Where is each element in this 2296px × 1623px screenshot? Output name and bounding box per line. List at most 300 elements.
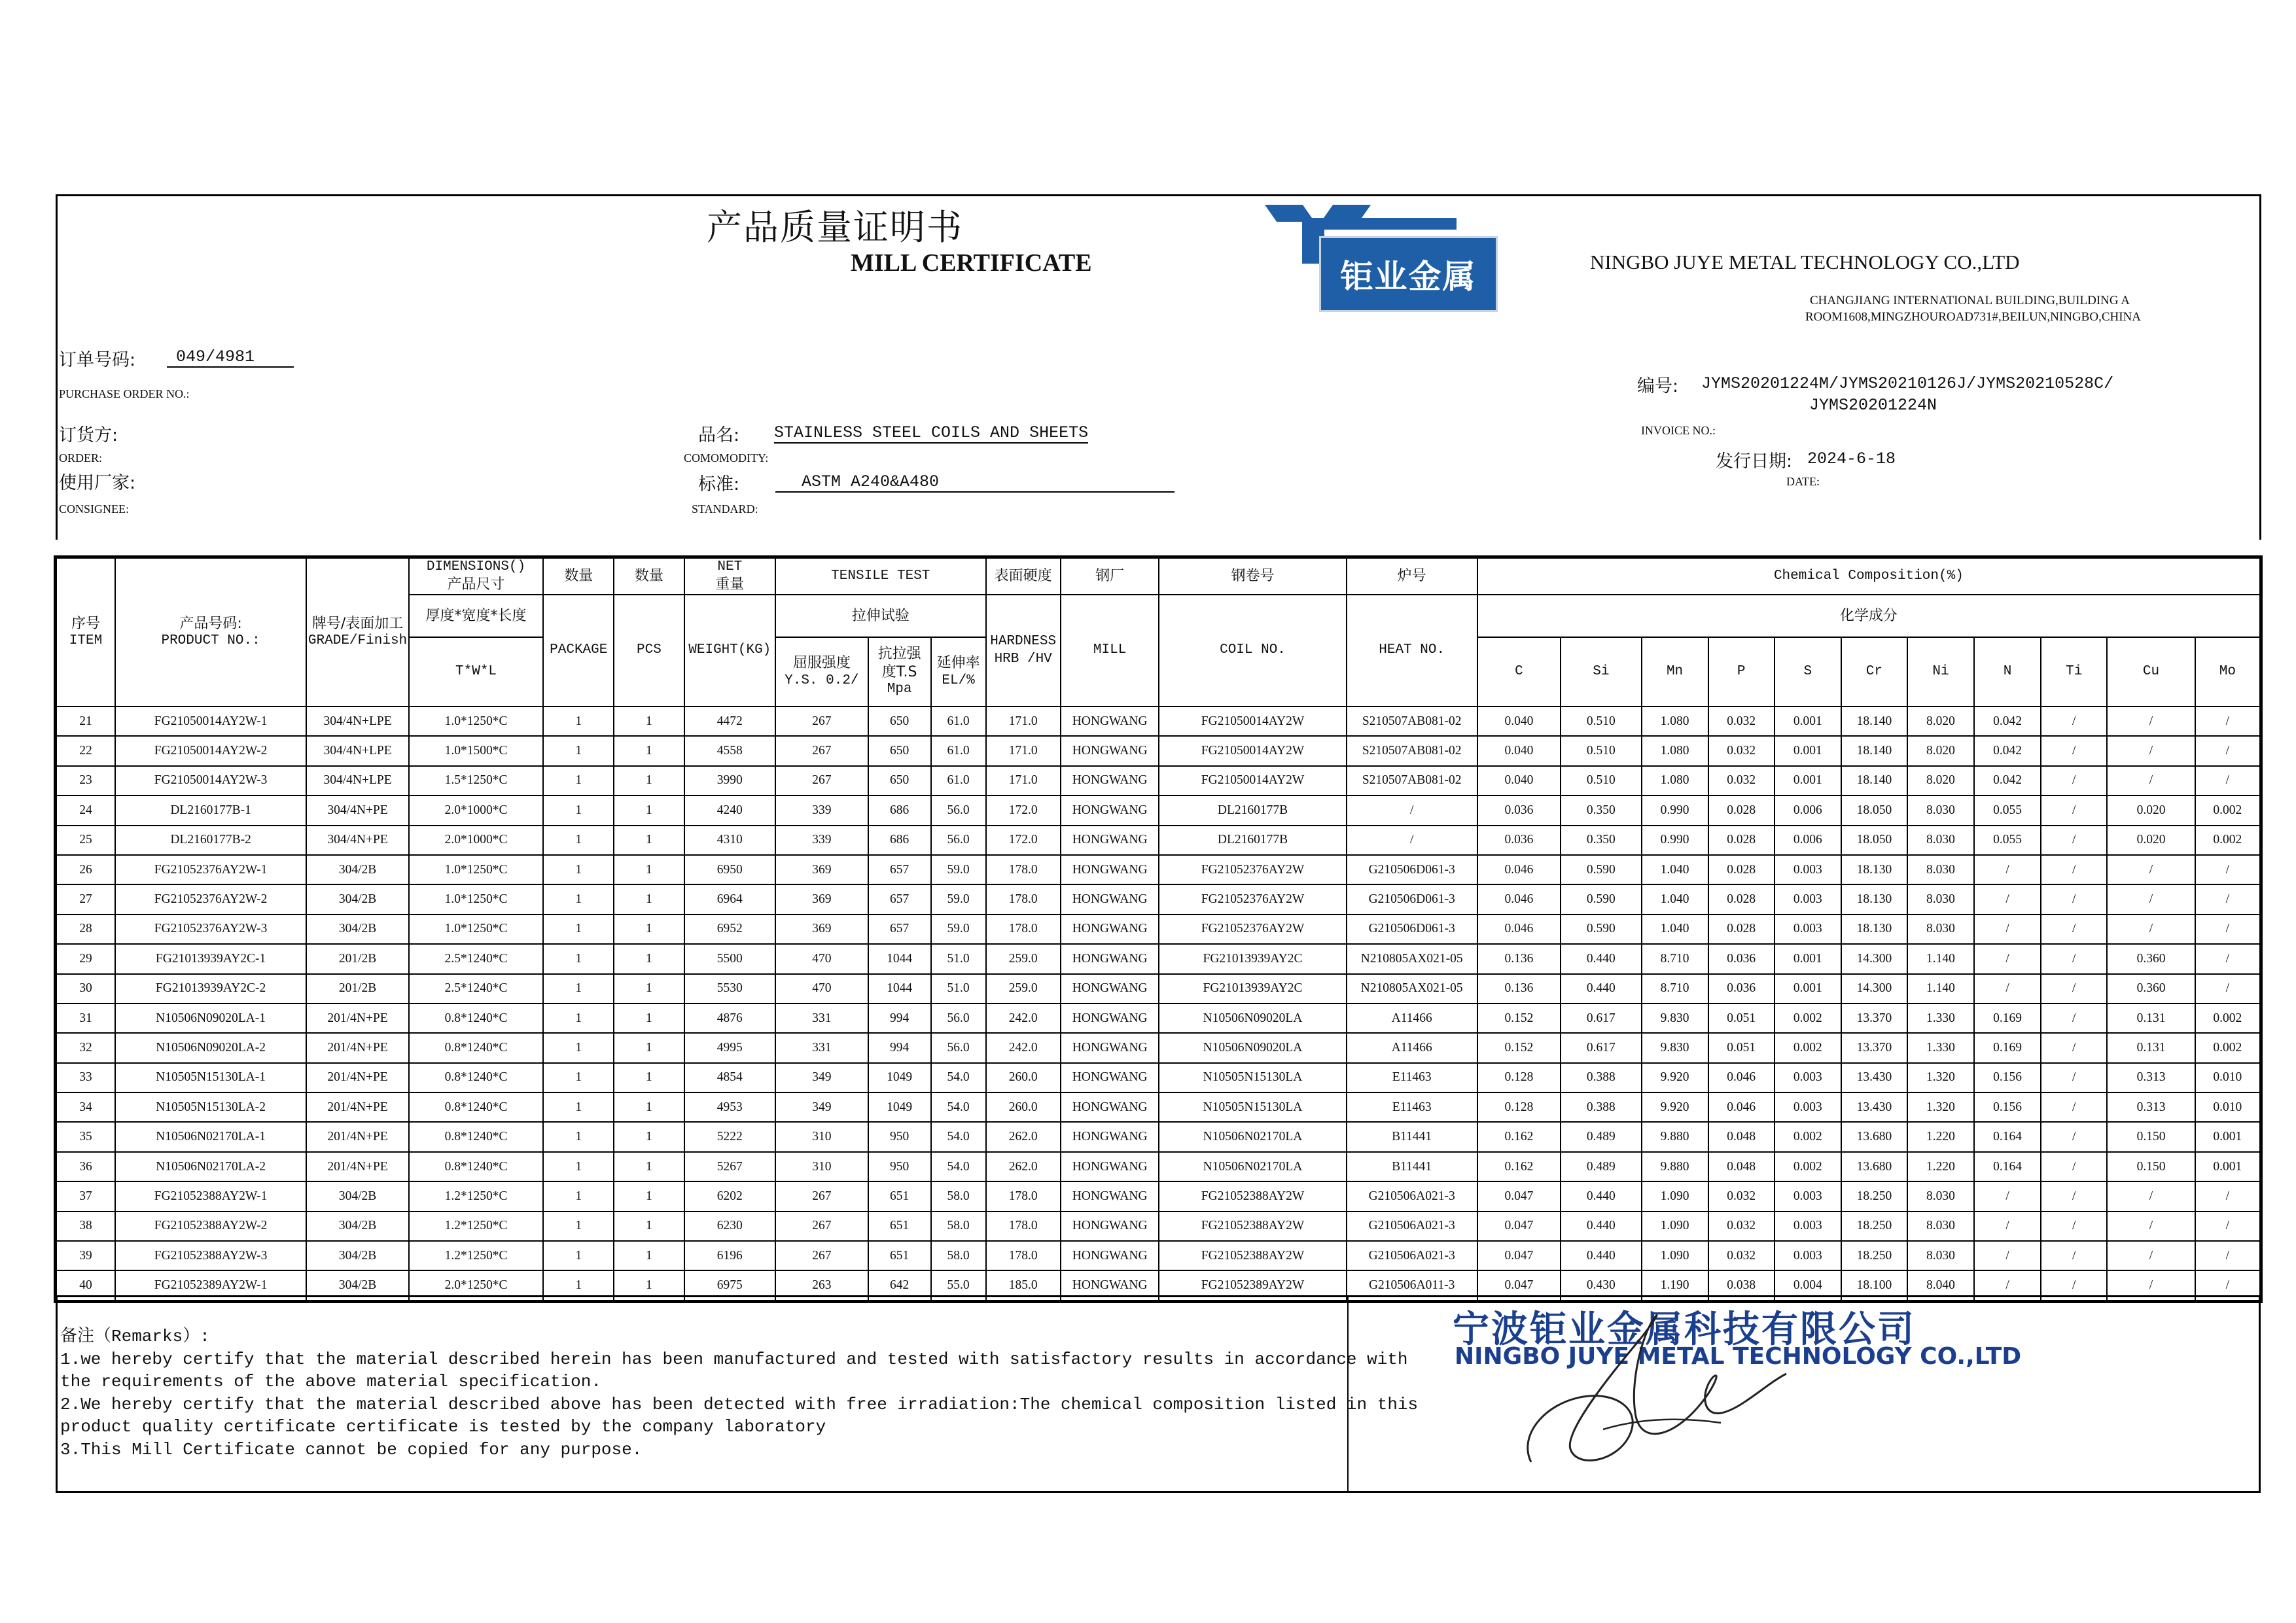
cell-n: / xyxy=(1974,1241,2041,1270)
date-label-cn: 发行日期: xyxy=(1716,451,1793,472)
cell-hardness: 172.0 xyxy=(986,826,1061,855)
cell-si: 0.440 xyxy=(1561,1212,1641,1241)
table-row xyxy=(56,1033,2260,1062)
cell-weight: 4854 xyxy=(684,1063,776,1092)
cell-mo: 0.001 xyxy=(2195,1152,2260,1181)
cell-ti: / xyxy=(2041,1092,2107,1122)
cell-heat-no: G210506A011-3 xyxy=(1347,1270,1477,1300)
cell-n: / xyxy=(1974,1212,2041,1241)
cell-heat-no: G210506A021-3 xyxy=(1347,1212,1477,1241)
col-dimensions-sub-en: T*W*L xyxy=(409,637,543,707)
cell-elongation: 61.0 xyxy=(931,707,986,736)
cell-cr: 18.140 xyxy=(1841,766,1907,795)
cell-p: 0.028 xyxy=(1708,855,1775,884)
cell-weight: 4310 xyxy=(684,826,776,855)
cell-weight: 4995 xyxy=(684,1033,776,1062)
cell-hardness: 178.0 xyxy=(986,915,1061,944)
cell-ti: / xyxy=(2041,766,2107,795)
consignee-label-cn: 使用厂家: xyxy=(59,473,136,493)
cell-product-no: FG21052376AY2W-2 xyxy=(115,884,306,914)
cell-s: 0.001 xyxy=(1775,707,1841,736)
col-el-c: C xyxy=(1477,637,1561,707)
col-hardness-header-en: HARDNESS HRB /HV xyxy=(986,595,1061,707)
cell-pcs: 1 xyxy=(614,795,684,825)
col-el-p: P xyxy=(1708,637,1775,707)
cell-c: 0.152 xyxy=(1477,1033,1561,1062)
col-item-header: 序号 ITEM xyxy=(56,558,115,707)
cell-pcs: 1 xyxy=(614,1212,684,1241)
table-row xyxy=(56,1063,2260,1092)
cell-coil-no: FG21050014AY2W xyxy=(1159,766,1346,795)
cell-heat-no: S210507AB081-02 xyxy=(1347,736,1477,765)
cell-grade: 304/2B xyxy=(306,1270,409,1300)
cell-si: 0.617 xyxy=(1561,1003,1641,1033)
cell-cr: 18.100 xyxy=(1841,1270,1907,1300)
cell-mill: HONGWANG xyxy=(1061,1003,1159,1033)
cell-grade: 201/2B xyxy=(306,974,409,1003)
cell-product-no: N10506N09020LA-2 xyxy=(115,1033,306,1062)
standard-label-cn: 标准: xyxy=(698,474,740,495)
po-label-cn: 订单号码: xyxy=(59,350,136,370)
col-coil-header-en: COIL NO. xyxy=(1159,595,1346,707)
logo-text: 钜业金属 xyxy=(1340,258,1477,296)
cell-mo: / xyxy=(2195,1270,2260,1300)
cell-elongation: 51.0 xyxy=(931,974,986,1003)
cell-tensile-strength: 950 xyxy=(868,1152,931,1181)
cell-elongation: 59.0 xyxy=(931,915,986,944)
cell-ni: 1.140 xyxy=(1907,974,1974,1003)
consignee-label-en: CONSIGNEE: xyxy=(59,502,129,515)
cell-s: 0.002 xyxy=(1775,1033,1841,1062)
cell-mo: 0.002 xyxy=(2195,1033,2260,1062)
cell-tensile-strength: 657 xyxy=(868,884,931,914)
cell-weight: 4240 xyxy=(684,795,776,825)
cell-dimensions: 0.8*1240*C xyxy=(409,1122,543,1151)
cell-yield-strength: 267 xyxy=(775,1241,868,1270)
cell-pcs: 1 xyxy=(614,915,684,944)
cell-hardness: 171.0 xyxy=(986,707,1061,736)
cell-si: 0.489 xyxy=(1561,1152,1641,1181)
cell-elongation: 56.0 xyxy=(931,826,986,855)
table-row xyxy=(56,707,2260,736)
cell-elongation: 56.0 xyxy=(931,1033,986,1062)
cell-cu: 0.313 xyxy=(2107,1092,2195,1122)
cell-mn: 9.880 xyxy=(1642,1152,1708,1181)
cell-weight: 4953 xyxy=(684,1092,776,1122)
cell-dimensions: 0.8*1240*C xyxy=(409,1003,543,1033)
cell-p: 0.032 xyxy=(1708,707,1775,736)
cell-cr: 18.130 xyxy=(1841,884,1907,914)
cell-mo: 0.002 xyxy=(2195,826,2260,855)
cell-coil-no: FG21052388AY2W xyxy=(1159,1181,1346,1211)
cell-si: 0.388 xyxy=(1561,1063,1641,1092)
cell-s: 0.003 xyxy=(1775,884,1841,914)
cell-ni: 1.220 xyxy=(1907,1152,1974,1181)
col-el-n: N xyxy=(1974,637,2041,707)
table-row xyxy=(56,736,2260,765)
cell-package: 1 xyxy=(543,1092,614,1122)
cell-grade: 304/4N+LPE xyxy=(306,766,409,795)
cell-yield-strength: 339 xyxy=(775,795,868,825)
cell-heat-no: G210506A021-3 xyxy=(1347,1241,1477,1270)
cell-p: 0.051 xyxy=(1708,1033,1775,1062)
cell-mn: 1.040 xyxy=(1642,884,1708,914)
col-el-cu: Cu xyxy=(2107,637,2195,707)
signature xyxy=(1505,1305,1819,1475)
cell-cr: 18.140 xyxy=(1841,707,1907,736)
cell-p: 0.028 xyxy=(1708,915,1775,944)
table-row xyxy=(56,795,2260,825)
cell-package: 1 xyxy=(543,915,614,944)
cell-hardness: 171.0 xyxy=(986,736,1061,765)
cell-n: 0.055 xyxy=(1974,826,2041,855)
cell-c: 0.136 xyxy=(1477,974,1561,1003)
cell-weight: 4876 xyxy=(684,1003,776,1033)
cell-p: 0.046 xyxy=(1708,1063,1775,1092)
col-el-mo: Mo xyxy=(2195,637,2260,707)
cell-product-no: FG21050014AY2W-1 xyxy=(115,707,306,736)
cell-mo: 0.002 xyxy=(2195,795,2260,825)
cell-item: 21 xyxy=(56,707,115,736)
cell-mo: / xyxy=(2195,1212,2260,1241)
cell-product-no: FG21052388AY2W-2 xyxy=(115,1212,306,1241)
cell-n: 0.042 xyxy=(1974,766,2041,795)
cell-mn: 8.710 xyxy=(1642,974,1708,1003)
cell-product-no: N10506N02170LA-1 xyxy=(115,1122,306,1151)
cell-mill: HONGWANG xyxy=(1061,826,1159,855)
col-heat-header-en: HEAT NO. xyxy=(1347,595,1477,707)
cell-product-no: N10506N02170LA-2 xyxy=(115,1152,306,1181)
cell-heat-no: A11466 xyxy=(1347,1003,1477,1033)
cell-cr: 13.430 xyxy=(1841,1092,1907,1122)
cell-cr: 13.680 xyxy=(1841,1122,1907,1151)
cell-mo: / xyxy=(2195,855,2260,884)
cell-tensile-strength: 950 xyxy=(868,1122,931,1151)
cell-package: 1 xyxy=(543,826,614,855)
cell-ni: 1.330 xyxy=(1907,1033,1974,1062)
cell-grade: 304/2B xyxy=(306,1181,409,1211)
company-logo xyxy=(1267,198,1505,316)
remarks-line-5: 3.This Mill Certificate cannot be copied for any purpose. xyxy=(60,1439,643,1459)
cell-cu: / xyxy=(2107,1270,2195,1300)
cell-yield-strength: 470 xyxy=(775,974,868,1003)
cell-ti: / xyxy=(2041,1212,2107,1241)
cell-yield-strength: 369 xyxy=(775,884,868,914)
cell-cu: 0.131 xyxy=(2107,1033,2195,1062)
cell-package: 1 xyxy=(543,944,614,973)
cell-grade: 201/4N+PE xyxy=(306,1063,409,1092)
cell-package: 1 xyxy=(543,1270,614,1300)
cell-hardness: 260.0 xyxy=(986,1092,1061,1122)
remarks-block xyxy=(60,1325,1418,1461)
cell-coil-no: N10506N02170LA xyxy=(1159,1152,1346,1181)
cell-si: 0.590 xyxy=(1561,884,1641,914)
cell-si: 0.440 xyxy=(1561,944,1641,973)
cell-elongation: 58.0 xyxy=(931,1181,986,1211)
cell-coil-no: FG21052388AY2W xyxy=(1159,1241,1346,1270)
cell-dimensions: 2.0*1000*C xyxy=(409,826,543,855)
cell-dimensions: 1.2*1250*C xyxy=(409,1241,543,1270)
cell-item: 33 xyxy=(56,1063,115,1092)
cell-cr: 13.370 xyxy=(1841,1033,1907,1062)
col-tensile-header-cn: 拉伸试验 xyxy=(775,595,986,637)
cell-product-no: N10505N15130LA-1 xyxy=(115,1063,306,1092)
cell-dimensions: 1.0*1250*C xyxy=(409,707,543,736)
cell-cu: 0.313 xyxy=(2107,1063,2195,1092)
cell-ni: 8.030 xyxy=(1907,855,1974,884)
cell-package: 1 xyxy=(543,736,614,765)
cell-cu: / xyxy=(2107,707,2195,736)
cell-si: 0.350 xyxy=(1561,826,1641,855)
cell-ni: 8.040 xyxy=(1907,1270,1974,1300)
cell-package: 1 xyxy=(543,1033,614,1062)
cell-mill: HONGWANG xyxy=(1061,1033,1159,1062)
company-name: NINGBO JUYE METAL TECHNOLOGY CO.,LTD xyxy=(1590,251,2020,273)
cell-p: 0.028 xyxy=(1708,826,1775,855)
cell-pcs: 1 xyxy=(614,1092,684,1122)
cell-dimensions: 2.5*1240*C xyxy=(409,974,543,1003)
cell-s: 0.002 xyxy=(1775,1152,1841,1181)
commodity-label-cn: 品名: xyxy=(698,425,740,445)
cell-package: 1 xyxy=(543,1003,614,1033)
cell-mill: HONGWANG xyxy=(1061,1181,1159,1211)
col-net-header: NET 重量 xyxy=(684,558,776,595)
table-row xyxy=(56,1181,2260,1211)
cell-cu: / xyxy=(2107,1181,2195,1211)
cell-tensile-strength: 1044 xyxy=(868,974,931,1003)
cell-elongation: 58.0 xyxy=(931,1241,986,1270)
cell-heat-no: A11466 xyxy=(1347,1033,1477,1062)
cell-ni: 8.020 xyxy=(1907,766,1974,795)
cell-weight: 6952 xyxy=(684,915,776,944)
cell-n: 0.164 xyxy=(1974,1152,2041,1181)
company-stamp-cn: 宁波钜业金属科技有限公司 xyxy=(1453,1308,1916,1351)
cell-pcs: 1 xyxy=(614,1063,684,1092)
cell-yield-strength: 339 xyxy=(775,826,868,855)
standard-value: ASTM A240&A480 xyxy=(775,472,1174,493)
cell-dimensions: 0.8*1240*C xyxy=(409,1033,543,1062)
cell-s: 0.002 xyxy=(1775,1003,1841,1033)
col-chemical-header-cn: 化学成分 xyxy=(1477,595,2260,637)
cell-tensile-strength: 994 xyxy=(868,1003,931,1033)
cell-cu: 0.020 xyxy=(2107,795,2195,825)
cell-cr: 13.430 xyxy=(1841,1063,1907,1092)
cell-grade: 304/2B xyxy=(306,884,409,914)
cell-ti: / xyxy=(2041,944,2107,973)
cell-elongation: 61.0 xyxy=(931,766,986,795)
cell-pcs: 1 xyxy=(614,974,684,1003)
cell-product-no: FG21052388AY2W-1 xyxy=(115,1181,306,1211)
cell-ti: / xyxy=(2041,855,2107,884)
cell-dimensions: 1.0*1250*C xyxy=(409,884,543,914)
cell-mo: / xyxy=(2195,884,2260,914)
cell-s: 0.001 xyxy=(1775,944,1841,973)
cell-ti: / xyxy=(2041,1152,2107,1181)
company-address-line2: ROOM1608,MINGZHOUROAD731#,BEILUN,NINGBO,CHINA xyxy=(1805,310,2141,324)
cell-elongation: 58.0 xyxy=(931,1212,986,1241)
cell-product-no: FG21052376AY2W-1 xyxy=(115,855,306,884)
cell-c: 0.036 xyxy=(1477,826,1561,855)
cell-weight: 3990 xyxy=(684,766,776,795)
commodity-value: STAINLESS STEEL COILS AND SHEETS xyxy=(774,423,1089,442)
cell-grade: 201/4N+PE xyxy=(306,1003,409,1033)
remarks-line-1: 1.we hereby certify that the material described herein has been manufactured and tested with satisfactory results in accordance with xyxy=(60,1349,1408,1369)
cell-p: 0.028 xyxy=(1708,884,1775,914)
col-dimensions-sub-cn: 厚度*宽度*长度 xyxy=(409,595,543,637)
cell-tensile-strength: 651 xyxy=(868,1212,931,1241)
cell-p: 0.046 xyxy=(1708,1092,1775,1122)
cell-dimensions: 0.8*1240*C xyxy=(409,1063,543,1092)
cell-n: / xyxy=(1974,915,2041,944)
table-row xyxy=(56,974,2260,1003)
cell-product-no: FG21052388AY2W-3 xyxy=(115,1241,306,1270)
cell-ti: / xyxy=(2041,1033,2107,1062)
cell-hardness: 178.0 xyxy=(986,1181,1061,1211)
table-row xyxy=(56,826,2260,855)
cell-s: 0.003 xyxy=(1775,1212,1841,1241)
cell-ti: / xyxy=(2041,974,2107,1003)
cell-mill: HONGWANG xyxy=(1061,1152,1159,1181)
cell-mill: HONGWANG xyxy=(1061,736,1159,765)
cell-heat-no: E11463 xyxy=(1347,1063,1477,1092)
cell-heat-no: G210506D061-3 xyxy=(1347,884,1477,914)
cell-pcs: 1 xyxy=(614,1270,684,1300)
cell-mn: 9.880 xyxy=(1642,1122,1708,1151)
cell-mo: / xyxy=(2195,1181,2260,1211)
cell-yield-strength: 267 xyxy=(775,707,868,736)
cell-yield-strength: 349 xyxy=(775,1092,868,1122)
date-label-en: DATE: xyxy=(1786,475,1820,488)
cell-ni: 8.030 xyxy=(1907,1181,1974,1211)
cell-ti: / xyxy=(2041,1122,2107,1151)
cell-n: / xyxy=(1974,944,2041,973)
cell-elongation: 54.0 xyxy=(931,1063,986,1092)
col-tensile-header: TENSILE TEST xyxy=(775,558,986,595)
cell-package: 1 xyxy=(543,855,614,884)
cell-product-no: N10505N15130LA-2 xyxy=(115,1092,306,1122)
cell-cu: / xyxy=(2107,884,2195,914)
cell-yield-strength: 369 xyxy=(775,915,868,944)
cell-product-no: DL2160177B-1 xyxy=(115,795,306,825)
cell-c: 0.047 xyxy=(1477,1270,1561,1300)
cell-mn: 9.830 xyxy=(1642,1003,1708,1033)
invoice-label-cn: 编号: xyxy=(1637,376,1679,396)
col-grade-header: 牌号/表面加工 GRADE/Finish xyxy=(306,558,409,707)
cell-package: 1 xyxy=(543,1212,614,1241)
cell-s: 0.001 xyxy=(1775,736,1841,765)
cell-pcs: 1 xyxy=(614,1152,684,1181)
cell-tensile-strength: 1044 xyxy=(868,944,931,973)
table-row xyxy=(56,1092,2260,1122)
col-el-ni: Ni xyxy=(1907,637,1974,707)
cell-product-no: FG21052376AY2W-3 xyxy=(115,915,306,944)
cell-mn: 9.830 xyxy=(1642,1033,1708,1062)
cell-package: 1 xyxy=(543,707,614,736)
cell-hardness: 260.0 xyxy=(986,1063,1061,1092)
cell-ni: 8.030 xyxy=(1907,795,1974,825)
cell-cr: 18.050 xyxy=(1841,826,1907,855)
cell-ti: / xyxy=(2041,1181,2107,1211)
standard-label-en: STANDARD: xyxy=(692,502,758,515)
cell-weight: 6975 xyxy=(684,1270,776,1300)
cell-si: 0.510 xyxy=(1561,707,1641,736)
cell-cu: 0.131 xyxy=(2107,1003,2195,1033)
cell-c: 0.046 xyxy=(1477,855,1561,884)
order-label-en: ORDER: xyxy=(59,451,103,464)
cell-cr: 18.250 xyxy=(1841,1212,1907,1241)
cell-package: 1 xyxy=(543,1063,614,1092)
cell-ni: 8.020 xyxy=(1907,736,1974,765)
cell-c: 0.047 xyxy=(1477,1181,1561,1211)
col-chemical-header: Chemical Composition(%) xyxy=(1477,558,2260,595)
cell-dimensions: 0.8*1240*C xyxy=(409,1152,543,1181)
cell-c: 0.128 xyxy=(1477,1092,1561,1122)
cell-mill: HONGWANG xyxy=(1061,795,1159,825)
cell-item: 28 xyxy=(56,915,115,944)
cell-heat-no: / xyxy=(1347,795,1477,825)
cell-mn: 1.080 xyxy=(1642,707,1708,736)
cell-cu: / xyxy=(2107,1241,2195,1270)
po-label-en: PURCHASE ORDER NO.: xyxy=(59,387,190,400)
remarks-line-4: product quality certificate certificate is tested by the company laboratory xyxy=(60,1417,826,1437)
cell-ti: / xyxy=(2041,826,2107,855)
invoice-number-line1: JYMS20201224M/JYMS20210126J/JYMS20210528C/ xyxy=(1701,374,2114,393)
cell-heat-no: B11441 xyxy=(1347,1122,1477,1151)
cell-hardness: 262.0 xyxy=(986,1122,1061,1151)
cell-elongation: 59.0 xyxy=(931,855,986,884)
cell-grade: 304/2B xyxy=(306,1241,409,1270)
cell-cr: 18.130 xyxy=(1841,855,1907,884)
cell-grade: 201/4N+PE xyxy=(306,1152,409,1181)
cell-pcs: 1 xyxy=(614,766,684,795)
cell-n: / xyxy=(1974,1181,2041,1211)
cell-weight: 5530 xyxy=(684,974,776,1003)
cell-mill: HONGWANG xyxy=(1061,855,1159,884)
cell-tensile-strength: 650 xyxy=(868,736,931,765)
cell-item: 31 xyxy=(56,1003,115,1033)
cell-p: 0.038 xyxy=(1708,1270,1775,1300)
cell-dimensions: 1.0*1250*C xyxy=(409,855,543,884)
cell-tensile-strength: 657 xyxy=(868,915,931,944)
po-number: 049/4981 xyxy=(167,347,294,368)
cell-n: / xyxy=(1974,1270,2041,1300)
cell-weight: 6202 xyxy=(684,1181,776,1211)
cell-si: 0.510 xyxy=(1561,766,1641,795)
cell-n: 0.156 xyxy=(1974,1092,2041,1122)
cell-ni: 1.320 xyxy=(1907,1063,1974,1092)
cell-item: 37 xyxy=(56,1181,115,1211)
cell-dimensions: 1.2*1250*C xyxy=(409,1212,543,1241)
cell-mn: 1.080 xyxy=(1642,766,1708,795)
cell-mill: HONGWANG xyxy=(1061,1212,1159,1241)
col-mill-header-en: MILL xyxy=(1061,595,1159,707)
cell-cu: / xyxy=(2107,855,2195,884)
cell-p: 0.032 xyxy=(1708,1181,1775,1211)
cell-heat-no: G210506D061-3 xyxy=(1347,855,1477,884)
cell-grade: 201/4N+PE xyxy=(306,1033,409,1062)
table-row xyxy=(56,1212,2260,1241)
cell-yield-strength: 310 xyxy=(775,1152,868,1181)
cell-ni: 1.320 xyxy=(1907,1092,1974,1122)
cell-item: 32 xyxy=(56,1033,115,1062)
cell-hardness: 242.0 xyxy=(986,1003,1061,1033)
cell-grade: 201/4N+PE xyxy=(306,1122,409,1151)
cell-mo: 0.001 xyxy=(2195,1122,2260,1151)
cell-heat-no: E11463 xyxy=(1347,1092,1477,1122)
cell-product-no: N10506N09020LA-1 xyxy=(115,1003,306,1033)
cell-yield-strength: 349 xyxy=(775,1063,868,1092)
cell-elongation: 54.0 xyxy=(931,1122,986,1151)
